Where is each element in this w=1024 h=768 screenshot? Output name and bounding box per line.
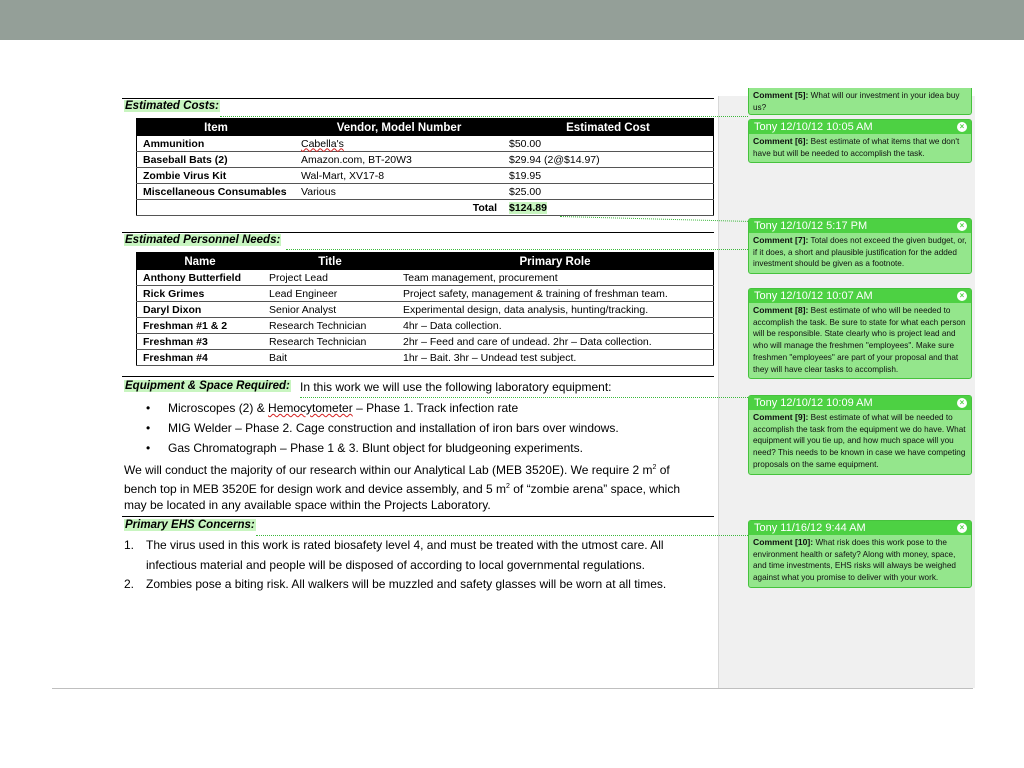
comment-header: Tony 11/16/12 9:44 AM ×: [749, 521, 971, 535]
equipment-title: Equipment & Space Required:: [125, 380, 290, 392]
comment-connector: [256, 535, 748, 536]
ehs-item-1-cont: infectious material and people will be disposed of according to local governmental regulations.: [146, 558, 645, 572]
table-row: [137, 334, 714, 350]
comment-body: Comment [9]: Best estimate of what will be needed to accomplish the task from the equipment we do have. What equipment will you tie up, and how much space will you need? This needs to be known in case we have competing proposals on the same equipment.: [753, 412, 966, 469]
close-icon[interactable]: ×: [957, 523, 967, 533]
person-role: Team management, procurement: [397, 270, 714, 286]
person-name: Daryl Dixon: [137, 302, 264, 318]
person-name: Rick Grimes: [137, 286, 264, 302]
comment-margin-pane: [718, 96, 975, 688]
total-value: $124.89: [509, 201, 547, 214]
person-name: Anthony Butterfield: [137, 270, 264, 286]
cost-item: Miscellaneous Consumables: [137, 184, 296, 200]
table-row: [137, 318, 714, 334]
equipment-paragraph-line: We will conduct the majority of our research within our Analytical Lab (MEB 3520E). We require 2 $m^2$ of: [124, 463, 670, 477]
cost-value: $50.00: [503, 136, 714, 152]
total-label: Total: [295, 200, 503, 216]
comment-header: Tony 12/10/12 10:07 AM ×: [749, 289, 971, 303]
costs-header-cost: Estimated Cost: [503, 119, 714, 137]
comment-body: Comment [10]: What risk does this work pose to the environment health or safety? Along with money, space, and time investments, EHS risks will always be weighed against what you promise to deliver with your work.: [753, 537, 956, 583]
cost-value: $25.00: [503, 184, 714, 200]
table-row: [137, 136, 714, 152]
personnel-header-name: Name: [137, 253, 264, 271]
comment-body: Comment [7]: Total does not exceed the given budget, or, if it does, a short and plausible justification for the added investment should be given as a footnote.: [753, 235, 967, 269]
personnel-header-role: Primary Role: [397, 253, 714, 271]
costs-header-item: Item: [137, 119, 296, 137]
close-icon[interactable]: ×: [957, 221, 967, 231]
cost-vendor: Amazon.com, BT-20W3: [295, 152, 503, 168]
spelling-flagged-word: Hemocytometer: [268, 401, 353, 415]
person-title: Research Technician: [263, 318, 397, 334]
cost-item: Zombie Virus Kit: [137, 168, 296, 184]
comment-7[interactable]: [748, 218, 972, 274]
comment-connector: [286, 249, 748, 250]
personnel-title: Estimated Personnel Needs:: [125, 234, 281, 246]
cost-item: Baseball Bats (2): [137, 152, 296, 168]
cost-vendor: Wal-Mart, XV17-8: [295, 168, 503, 184]
equipment-paragraph-line: bench top in MEB 3520E for design work and device assembly, and 5 $m^2$ of “zombie arena” space, which: [124, 482, 680, 496]
section-rule: [122, 232, 714, 233]
comment-9[interactable]: [748, 395, 972, 475]
table-row: [137, 302, 714, 318]
person-title: Bait: [263, 350, 397, 366]
cost-vendor: Various: [295, 184, 503, 200]
comment-5-partial[interactable]: Comment [5]: What will our investment in your idea buy us?: [748, 88, 972, 115]
ehs-title: Primary EHS Concerns:: [125, 519, 255, 531]
costs-header-vendor: Vendor, Model Number: [295, 119, 503, 137]
ehs-item-2: 2. Zombies pose a biting risk. All walkers will be muzzled and safety glasses will be worn at all times.: [124, 577, 667, 591]
table-row: [137, 286, 714, 302]
person-role: Project safety, management & training of freshman team.: [397, 286, 714, 302]
person-name: Freshman #3: [137, 334, 264, 350]
equipment-paragraph-line: may be located in any available space within the Projects Laboratory.: [124, 498, 491, 512]
person-title: Lead Engineer: [263, 286, 397, 302]
total-value-cell: [503, 200, 714, 216]
costs-title: Estimated Costs:: [125, 100, 219, 112]
table-row: [137, 350, 714, 366]
person-name: Freshman #1 & 2: [137, 318, 264, 334]
person-name: Freshman #4: [137, 350, 264, 366]
comment-header: Tony 12/10/12 10:05 AM ×: [749, 120, 971, 134]
slide-bottom-rule: [52, 688, 973, 689]
person-title: Project Lead: [263, 270, 397, 286]
person-title: Research Technician: [263, 334, 397, 350]
document-page: [122, 96, 718, 688]
close-icon[interactable]: ×: [957, 122, 967, 132]
equipment-intro: In this work we will use the following laboratory equipment:: [300, 380, 612, 394]
comment-header: Tony 12/10/12 10:09 AM ×: [749, 396, 971, 410]
comment-connector: [300, 397, 748, 398]
top-rule: [122, 98, 714, 99]
person-role: 4hr – Data collection.: [397, 318, 714, 334]
table-row: [137, 168, 714, 184]
cost-value: $29.94 (2@$14.97): [503, 152, 714, 168]
table-row: [137, 270, 714, 286]
section-rule: [122, 376, 714, 377]
section-rule: [122, 516, 714, 517]
ehs-item-1: 1. The virus used in this work is rated biosafety level 4, and must be treated with the utmost care. All: [124, 538, 664, 552]
cost-vendor-text: Cabella's: [301, 137, 344, 150]
person-role: 2hr – Feed and care of undead. 2hr – Data collection.: [397, 334, 714, 350]
table-row: [137, 152, 714, 168]
person-title: Senior Analyst: [263, 302, 397, 318]
comment-connector: [220, 116, 748, 117]
close-icon[interactable]: ×: [957, 291, 967, 301]
comment-body: Comment [8]: Best estimate of who will be needed to accomplish the task. Be sure to state for what each person will be responsible. State clearly who is project lead and who will manage the freshmen "employees". Make sure freshmen "employees" are part of your proposal and that they will have clear tasks to accomplish.: [753, 305, 966, 374]
comment-header: Tony 12/10/12 5:17 PM ×: [749, 219, 971, 233]
table-row-total: [137, 200, 714, 216]
comment-6[interactable]: [748, 119, 972, 163]
comment-body: Comment [6]: Best estimate of what items that we don't have but will be needed to accomplish the task.: [753, 136, 960, 158]
cost-value: $19.95: [503, 168, 714, 184]
personnel-table: [136, 252, 714, 366]
list-item: • Microscopes (2) & Hemocytometer – Phase 1. Track infection rate: [146, 401, 519, 415]
slide-top-bar: [0, 0, 1024, 40]
list-item: • Gas Chromatograph – Phase 1 & 3. Blunt object for bludgeoning experiments.: [146, 441, 583, 455]
costs-table: [136, 118, 714, 216]
cost-item: Ammunition: [137, 136, 296, 152]
list-item: • MIG Welder – Phase 2. Cage construction and installation of iron bars over windows.: [146, 421, 619, 435]
person-role: Experimental design, data analysis, hunting/tracking.: [397, 302, 714, 318]
personnel-header-title: Title: [263, 253, 397, 271]
cost-vendor: [295, 136, 503, 152]
close-icon[interactable]: ×: [957, 398, 967, 408]
table-row: [137, 184, 714, 200]
comment-10[interactable]: [748, 520, 972, 588]
person-role: 1hr – Bait. 3hr – Undead test subject.: [397, 350, 714, 366]
comment-8[interactable]: [748, 288, 972, 379]
